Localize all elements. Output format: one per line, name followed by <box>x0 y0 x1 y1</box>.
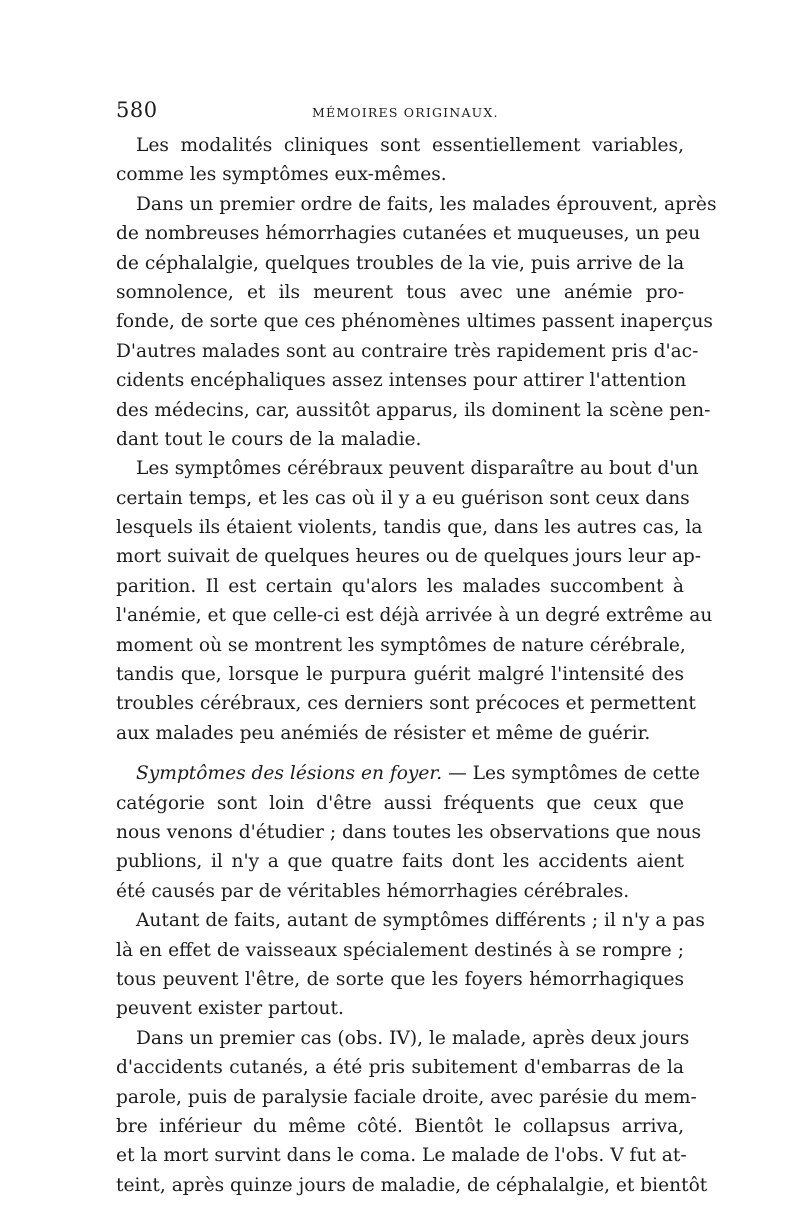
text-line: moment où se montrent les symptômes de nature cérébrale, <box>116 634 686 656</box>
text-line: comme les symptômes eux-mêmes. <box>116 164 447 186</box>
text-line: bre inférieur du même côté. Bientôt le collapsus arriva, <box>116 1115 684 1137</box>
section-title: Symptômes des lésions en foyer. <box>136 763 443 785</box>
body-text <box>116 131 717 1200</box>
text-line: de nombreuses hémorrhagies cutanées et muqueuses, un peu <box>116 223 701 245</box>
text-line: mort suivait de quelques heures ou de quelques jours leur ap- <box>116 546 702 568</box>
text-line: parition. Il est certain qu'alors les malades succombent à <box>116 575 684 597</box>
running-title: MÉMOIRES ORIGINAUX. <box>312 105 499 120</box>
text-line: peuvent exister partout. <box>116 998 344 1020</box>
text-line: aux malades peu anémiés de résister et même de guérir. <box>116 722 651 744</box>
text-line: teint, après quinze jours de maladie, de céphalalgie, et bientôt <box>116 1174 708 1196</box>
text-line: Les modalités cliniques sont essentiellement variables, <box>136 135 684 156</box>
paragraph-4 <box>116 759 702 906</box>
text-line: certain temps, et les cas où il y a eu guérison sont ceux dans <box>116 487 690 509</box>
text-line: fonde, de sorte que ces phénomènes ultimes passent inaperçus <box>116 311 713 333</box>
page-number: 580 <box>116 98 158 122</box>
page-header <box>116 98 684 126</box>
text-line: troubles cérébraux, ces derniers sont précoces et permettent <box>116 693 696 715</box>
paragraph-3 <box>116 454 713 748</box>
text-line: publions, il n'y a que quatre faits dont les accidents aient <box>116 851 684 873</box>
section-lead-text: — Les symptômes de cette <box>442 763 700 785</box>
text-line: Les symptômes cérébraux peuvent disparaître au bout d'un <box>136 458 699 480</box>
text-line: catégorie sont loin d'être aussi fréquents que ceux que <box>116 792 684 814</box>
text-line: nous venons d'étudier ; dans toutes les observations que nous <box>116 821 702 843</box>
text-line: là en effet de vaisseaux spécialement destinés à se rompre ; <box>116 939 684 961</box>
paragraph-6 <box>116 1024 708 1200</box>
text-line: été causés par de véritables hémorrhagies cérébrales. <box>116 880 630 902</box>
text-line: tous peuvent l'être, de sorte que les foyers hémorrhagiques <box>116 968 684 990</box>
paragraph-1 <box>116 131 684 190</box>
text-line: d'accidents cutanés, a été pris subitement d'embarras de la <box>116 1057 684 1079</box>
text-line: cidents encéphaliques assez intenses pour attirer l'attention <box>116 370 687 392</box>
text-line: des médecins, car, aussitôt apparus, ils dominent la scène pen- <box>116 399 711 421</box>
text-line: et la mort survint dans le coma. Le malade de l'obs. V fut at- <box>116 1145 687 1167</box>
text-line: Dans un premier ordre de faits, les malades éprouvent, après <box>136 193 717 215</box>
text-line: Dans un premier cas (obs. IV), le malade, après deux jours <box>136 1027 690 1049</box>
text-line: parole, puis de paralysie faciale droite, avec parésie du mem- <box>116 1086 697 1108</box>
section-heading-line <box>116 759 700 788</box>
paragraph-2 <box>116 190 717 455</box>
text-line: D'autres malades sont au contraire très rapidement pris d'ac- <box>116 340 699 362</box>
text-line: tandis que, lorsque le purpura guérit malgré l'intensité des <box>116 664 684 686</box>
text-line: l'anémie, et que celle-ci est déjà arrivée à un degré extrême au <box>116 605 713 627</box>
paragraph-5 <box>116 906 705 1024</box>
text-line: lesquels ils étaient violents, tandis que, dans les autres cas, la <box>116 517 703 539</box>
text-line: Autant de faits, autant de symptômes différents ; il n'y a pas <box>136 910 705 932</box>
text-line: de céphalalgie, quelques troubles de la vie, puis arrive de la <box>116 252 685 274</box>
text-line: dant tout le cours de la maladie. <box>116 428 422 450</box>
text-line: somnolence, et ils meurent tous avec une anémie pro- <box>116 281 684 303</box>
